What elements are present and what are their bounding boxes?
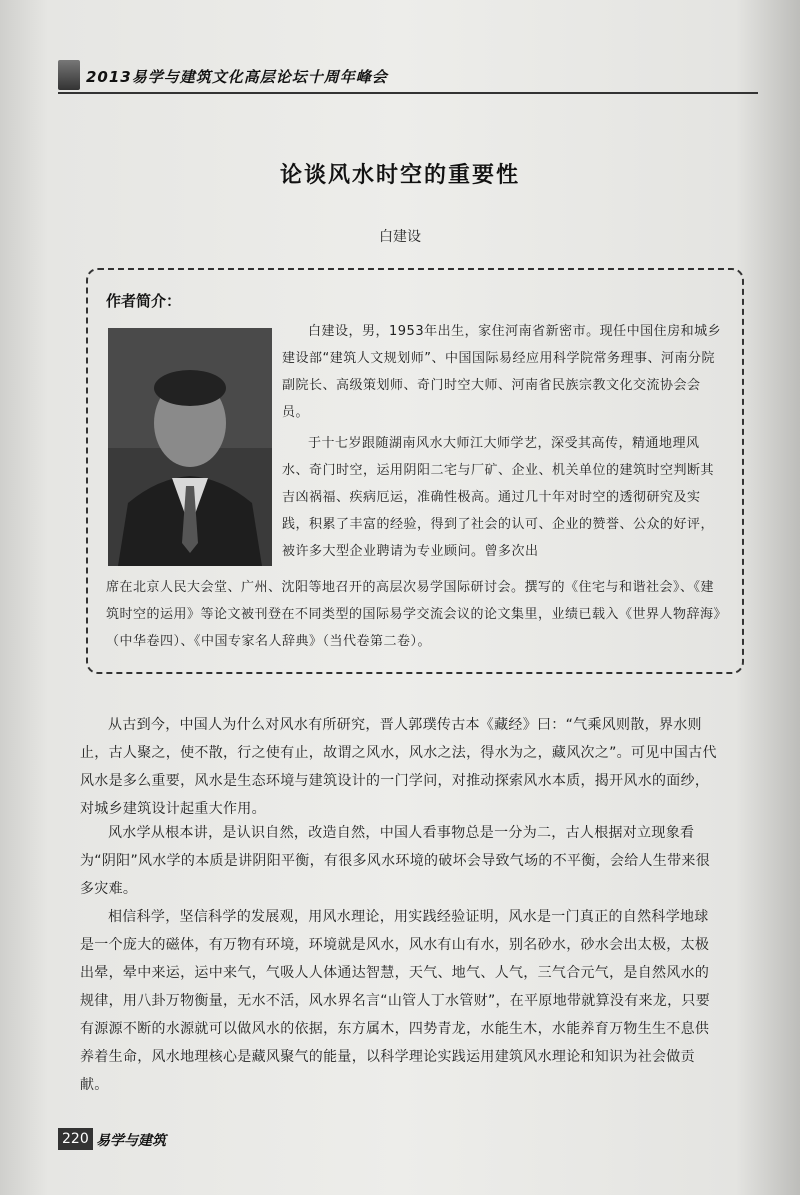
- running-header-title: 2013易学与建筑文化高层论坛十周年峰会: [86, 68, 388, 86]
- bio-paragraph-1: 白建设，男，1953年出生，家住河南省新密市。现任中国住房和城乡建设部“建筑人文规划师”、中国国际易经应用科学院常务理事、河南分院副院长、高级策划师、奇门时空大师、河南省民族宗教文化交流协会会员。: [282, 324, 722, 420]
- author-portrait-image: [108, 328, 272, 566]
- header-rule: [58, 92, 758, 94]
- body-paragraph-3: 相信科学，坚信科学的发展观，用风水理论，用实践经验证明，风水是一门真正的自然科学地球是一个庞大的磁体，有万物有环境，环境就是风水，风水有山有水，别名砂水，砂水会出太极，太极出晕，晕中来运，运中来气，气吸人人体通达智慧，天气、地气、人气，三气合元气，是自然风水的规律，用八卦万物衡量，无水不活，风水界名言“山管人丁水管财”，在平原地带就算没有来龙，只要有源源不断的水源就可以做风水的依据，东方属木，四势青龙，水能生木，水能养育万物生生不息供养着生命，风水地理核心是藏风聚气的能量，以科学理论实践运用建筑风水理论和知识为社会做贡献。: [80, 909, 711, 1093]
- bio-paragraph-3: 席在北京人民大会堂、广州、沈阳等地召开的高层次易学国际研讨会。撰写的《住宅与和谐社会》、《建筑时空的运用》等论文被刊登在不同类型的国际易学交流会议的论文集里，业绩已载入《世界人物辞海》（中华卷四）、《中国专家名人辞典》（当代卷第二卷）。: [106, 580, 721, 649]
- body-paragraph-2: 风水学从根本讲，是认识自然，改造自然，中国人看事物总是一分为二，古人根据对立现象看为“阴阳”风水学的本质是讲阴阳平衡，有很多风水环境的破坏会导致气场的不平衡，会给人生带来很多灾难。: [80, 825, 711, 897]
- running-header: [58, 60, 758, 94]
- bio-paragraph-2: 于十七岁跟随湖南风水大师江大师学艺，深受其高传，精通地理风水、奇门时空，运用阴阳二宅与厂矿、企业、机关单位的建筑时空判断其吉凶祸福、疾病厄运，准确性极高。通过几十年对时空的透彻研究及实践，积累了丰富的经验，得到了社会的认可、企业的赞誉、公众的好评，被许多大型企业聘请为专业顾问。曾多次出: [282, 436, 715, 559]
- article-author: 白建设: [379, 229, 421, 245]
- author-photo: [108, 328, 272, 566]
- page-number: 220: [58, 1128, 93, 1150]
- journal-name: 易学与建筑: [96, 1133, 166, 1149]
- bio-heading: 作者简介：: [106, 292, 182, 310]
- conference-logo-icon: [58, 60, 80, 90]
- article-title: 论谈风水时空的重要性: [279, 163, 520, 188]
- body-paragraph-1: 从古到今，中国人为什么对风水有所研究，晋人郭璞传古本《藏经》曰：“气乘风则散，界水则止，古人聚之，使不散，行之使有止，故谓之风水，风水之法，得水为之，藏风次之”。可见中国古代风水是多么重要，风水是生态环境与建筑设计的一门学问，对推动探索风水本质，揭开风水的面纱，对城乡建筑设计起重大作用。: [80, 717, 717, 817]
